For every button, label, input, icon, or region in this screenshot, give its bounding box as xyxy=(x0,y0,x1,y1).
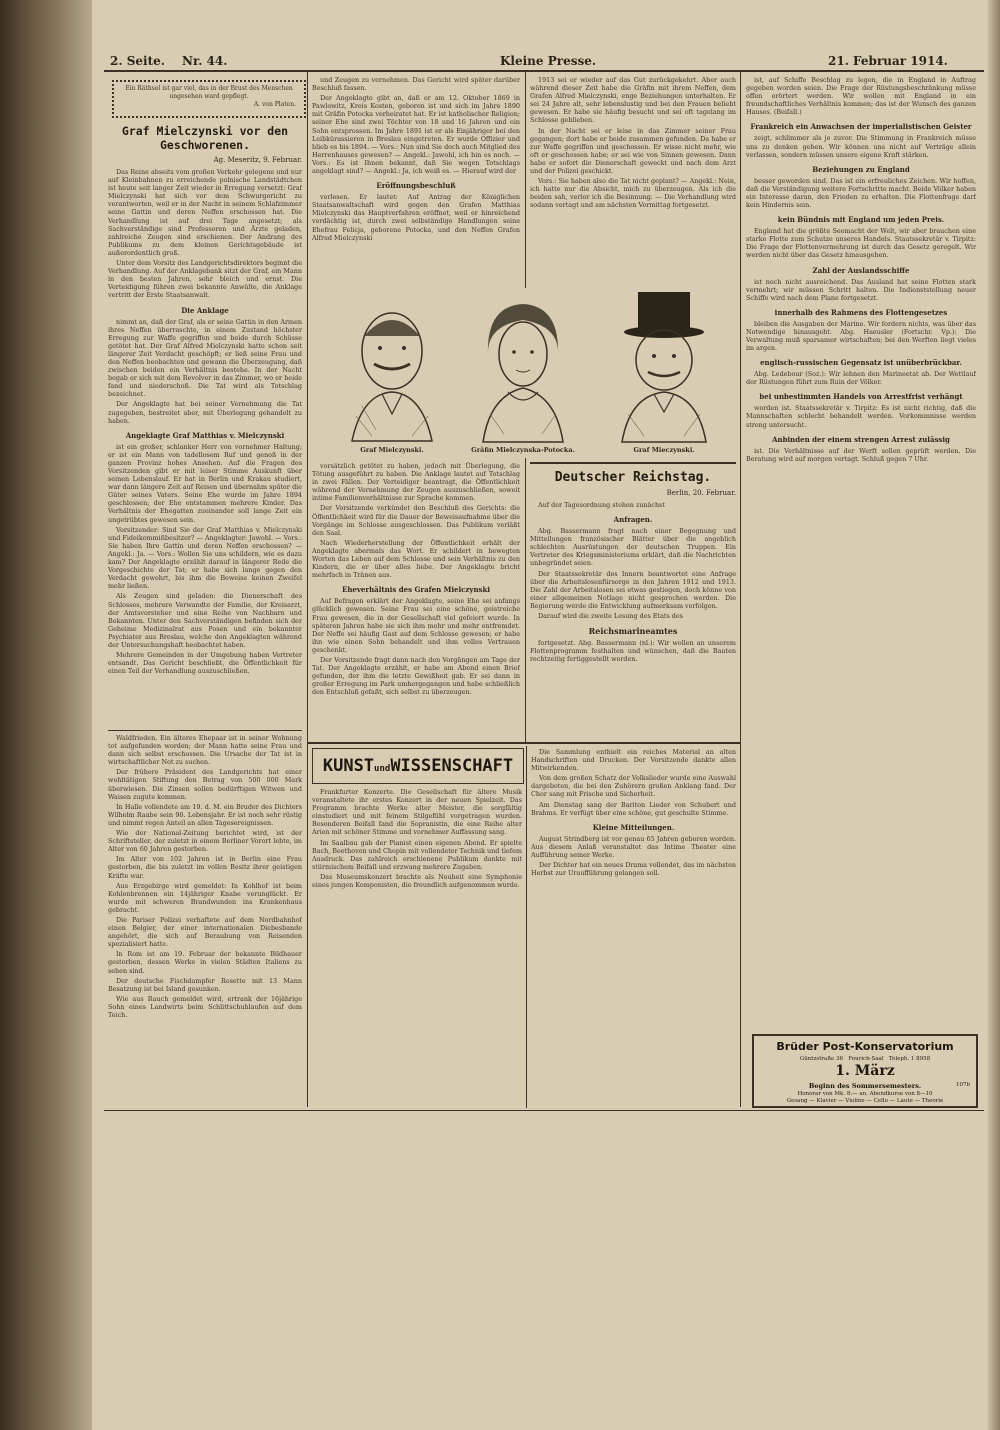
ad-date: 1. März xyxy=(835,1063,895,1079)
news-item: Wie aus Rauch gemeldet wird, ertrank der 16jährige Sohn eines Landwirts beim Schlittschuhlaufen auf dem Teich. xyxy=(108,994,302,1019)
middle-column-3 xyxy=(530,76,736,286)
news-item: Der frühere Präsident des Landgerichts hat einer wohltätigen Stiftung den Betrag von 500 000 Mark überwiesen. Die Zinsen sollen bedürftigen Witwen und Waisen zugute kommen. xyxy=(108,768,302,801)
right-paragraph: ist. Die Verhältnisse auf der Werft sollen geprüft werden. Die Beratung wird auf morgen vertagt. Schluß gegen 7 Uhr. xyxy=(746,446,976,463)
page-edge xyxy=(988,0,1000,1430)
middle-column-2-lower xyxy=(312,462,520,740)
news-item: Waldfrieden. Ein älteres Ehepaar ist in seiner Wohnung tot aufgefunden worden; der Mann hatte seine Frau und dann sich selbst erschossen. Die Ursache der Tat ist in wirtschaftlicher Not zu suchen. xyxy=(108,734,302,767)
middle-paragraph: In der Nacht sei er leise in das Zimmer seiner Frau gegangen; dort habe er beide zusammen gefunden. Da habe er zur Waffe gegriffen und geschossen. Er wisse nicht mehr, wie oft er geschossen habe; er sei wie von Sinnen gewesen. Dann habe er sofort die Dienerschaft geweckt und nach dem Arzt und der Polizei geschickt. xyxy=(530,126,736,176)
kunst-paragraph: Am Dienstag sang der Bariton Lieder von Schubert und Brahms. Er verfügt über eine schöne, gut geschulte Stimme. xyxy=(531,800,736,817)
anfragen-heading: Anfragen. xyxy=(613,515,653,525)
ad-firm: Brüder Post-Konservatorium xyxy=(776,1040,954,1053)
main-paragraph: Mehrere Gemeinden in der Umgebung haben Vertreter entsandt. Das Gericht beschließt, die Öffentlichkeit für einen Teil der Verhandlung auszuschließen. xyxy=(108,651,302,676)
section-heading-anklage: Die Anklage xyxy=(181,305,229,315)
kleine-heading: Kleine Mitteilungen. xyxy=(592,822,675,832)
middle-paragraph: Auf Befragen erklärt der Angeklagte, seine Ehe sei anfangs glücklich gewesen. Seine Frau sei eine schöne, geistreiche Frau gewesen, die in der Gesellschaft viel gefeiert wurde. In späteren Jahren habe sie sich ihm mehr und mehr entfremdet. Der Neffe sei häufig Gast auf dem Schlosse gewesen; er habe ihn wie einen Sohn behandelt und ihm volles Vertrauen geschenkt. xyxy=(312,597,520,654)
kunst-banner xyxy=(312,748,524,784)
middle-paragraph: 1913 sei er wieder auf das Gut zurückgekehrt. Aber auch während dieser Zeit habe die Gräfin mit ihrem Neffen, dem Grafen Alfred Mielczynski, enge Beziehungen unterhalten. Er sei 24 Jahre alt, sehr lebenslustig und bei den Frauen beliebt gewesen. Er habe sie häufig besucht und sei oft tagelang im Schlosse geblieben. xyxy=(530,76,736,125)
reichstag-dateline: Berlin, 20. Februar. xyxy=(666,489,736,497)
kunst-title-mid: und xyxy=(374,764,391,774)
middle-article xyxy=(312,76,520,286)
news-item: Aus Erzgebirge wird gemeldet: In Kohlhof ist beim Kohlenbrennen ein 14jähriger Knabe verunglückt. Er wurde mit schweren Brandwunden ins Krankenhaus gebracht. xyxy=(108,881,302,914)
right-heading: kein Bündnis mit England um jeden Preis. xyxy=(777,215,945,225)
kunst-column-1 xyxy=(312,788,522,1108)
main-paragraph: Vorsitzender: Sind Sie der Graf Matthias v. Mielczynski und Fideikommißbesitzer? — Angeklagter: Jawohl. — Vors.: Sie haben Ihre Gattin und deren Neffen erschossen? — Angekl.: Ja. — Vors.: Wollen Sie uns schildern, wie es dazu kam? Der Angeklagte erzählt darauf in längerer Rede die Vorgeschichte der Tat; er habe sich lange gegen den Verdacht gewehrt, bis ihm die Beweise keinen Zweifel mehr ließen. xyxy=(108,525,302,591)
reichstag-agenda: Auf der Tagesordnung stehen zunächst xyxy=(538,501,665,509)
right-paragraph: ist, auf Schiffe Beschlag zu legen, die in England in Auftrag gegeben worden seien. Die Frage der Rüstungsbeschränkung müsse offen erörtert werden. Wir wollen mit England in ein freundschaftliches Verhältnis kommen; das ist der Wunsch des ganzen Hauses. (Beifall.) xyxy=(746,76,976,117)
kunst-paragraph: Frankfurter Konzerte. Die Gesellschaft für ältere Musik veranstaltete ihr erstes Konzert in der neuen Spielzeit. Das Programm brachte Werke alter Meister, die sorgfältig einstudiert und mit feinem Stilgefühl vorgetragen wurden. Besonderen Beifall fand die Sopranistin, die eine Reihe alter Arien mit schöner Stimme und vornehmer Auffassung sang. xyxy=(312,788,522,837)
right-heading: Anbinden der einem strengen Arrest zulässig xyxy=(772,434,950,444)
right-heading: innerhalb des Rahmens des Flottengesetzes xyxy=(774,307,948,317)
marine-heading: Reichsmarineamtes xyxy=(588,626,678,637)
reichstag-article xyxy=(530,462,736,740)
kunst-title-right: WISSENSCHAFT xyxy=(390,756,514,776)
ad-note: 107b xyxy=(955,1082,970,1088)
right-paragraph: worden ist. Staatssekretär v. Tirpitz: Es ist nicht richtig, daß die Mannschaften schlecht behandelt werden. Vorkommnisse werden streng untersucht. xyxy=(746,404,976,429)
right-heading: englisch-russischen Gegensatz ist unüberbrückbar. xyxy=(760,358,962,368)
news-item: In Rom ist am 19. Februar der bekannte Bildhauer gestorben, dessen Werke in vielen Städten Italiens zu sehen sind. xyxy=(108,950,302,975)
section-heading-ehe: Eheverhältnis des Grafen Mielczynski xyxy=(341,585,490,595)
kleine-paragraph: August Strindberg ist vor genau 65 Jahren geboren worden. Aus diesem Anlaß veranstaltet das Intime Theater eine Aufführung seiner Werke. xyxy=(531,834,736,859)
column-rule-kunst xyxy=(526,746,527,1108)
main-paragraph: Als Zeugen sind geladen: die Dienerschaft des Schlosses, mehrere Verwandte der Familie, der Kreisarzt, der Amtsvorsteher und eine Reihe von Nachbarn und Bekannten. Unter den Sachverständigen befinden sich der Geheime Medizinalrat aus Posen und ein bekannter Psychiater aus Breslau, welche den Angeklagten während der Untersuchungshaft beobachtet haben. xyxy=(108,592,302,649)
news-item: In Halle vollendete am 19. d. M. ein Bruder des Dichters Wilhelm Raabe sein 90. Lebensjahr. Er ist noch sehr rüstig und nimmt regen Anteil an allen Tagesereignissen. xyxy=(108,802,302,827)
middle-paragraph: Der Vorsitzende verkündet den Beschluß des Gerichts: die Öffentlichkeit wird für die Dauer der Beweisaufnahme über die Vorgänge im Schlosse ausgeschlossen. Das Publikum verläßt den Saal. xyxy=(312,504,520,537)
news-item: Der deutsche Fischdampfer Rosette mit 13 Mann Besatzung ist bei Island gesunken. xyxy=(108,976,302,993)
issue-date: 21. Februar 1914. xyxy=(828,54,948,68)
section-heading-angeklagte: Angeklagte Graf Matthias v. Mielczynski xyxy=(125,430,285,440)
middle-paragraph: vorsätzlich getötet zu haben, jedoch mit Überlegung, die Tötung ausgeführt zu haben. Die Anklage lautet auf Totschlag in zwei Fällen. Der Verteidiger beantragt, die Öffentlichkeit während der Vernehmung der Zeugen auszuschließen, soweit intime Familienverhältnisse zur Sprache kommen. xyxy=(312,462,520,503)
divider xyxy=(307,742,741,744)
kunst-paragraph: Die Sammlung enthielt ein reiches Material an alten Handschriften und Drucken. Der Vorsitzende dankte allen Mitwirkenden. xyxy=(531,748,736,773)
main-article-dateline: Ag. Meseritz, 9. Februar. xyxy=(213,156,302,164)
column-rule-3 xyxy=(740,72,741,1107)
ad-address-mid: Fourich-Saal xyxy=(848,1056,884,1062)
kleine-paragraph: Der Dichter hat ein neues Drama vollendet, das im nächsten Herbst zur Uraufführung gelangen soll. xyxy=(531,861,736,878)
reichstag-paragraph: Der Staatssekretär des Innern beantwortet eine Anfrage über die Arbeitslosenfürsorge in den Jahren 1912 und 1913. Die Zahl der Arbeitslosen sei etwas gestiegen, doch könne von einer allgemeinen Notlage nicht gesprochen werden. Die Regierung werde die Entwicklung aufmerksam verfolgen. xyxy=(530,569,736,610)
portrait-caption: Graf Mieczynski. xyxy=(633,446,695,454)
conservatory-ad xyxy=(752,1034,978,1108)
bottom-rule xyxy=(104,1110,984,1111)
issue-number: Nr. 44. xyxy=(182,54,228,68)
kunst-column-2 xyxy=(531,748,736,1108)
middle-paragraph: verlesen. Er lautet: Auf Antrag der Königlichen Staatsanwaltschaft wird gegen den Grafen Matthias Mielczynski das Hauptverfahren eröffnet, weil er hinreichend verdächtig ist, durch zwei selbständige Handlungen seine Ehefrau Felicja, geborene Potocka, und den Neffen Grafen Alfred Mielczynski xyxy=(312,193,520,242)
news-item: Im Alter von 102 Jahren ist in Berlin eine Frau gestorben, die bis zuletzt im vollen Besitz ihrer geistigen Kräfte war. xyxy=(108,855,302,880)
middle-paragraph: Nach Wiederherstellung der Öffentlichkeit erhält der Angeklagte abermals das Wort. Er schildert in bewegten Worten das Leben auf dem Schlosse und sein Verhältnis zu den Kindern, die er über alles liebe. Der Angeklagte bricht mehrfach in Tränen aus. xyxy=(312,538,520,580)
header-rule xyxy=(104,70,984,72)
ad-address-right: Teleph. 1 8958 xyxy=(888,1056,931,1062)
middle-paragraph: und Zeugen zu vernehmen. Das Gericht wird später darüber Beschluß fassen. xyxy=(312,76,520,93)
column-rule-1 xyxy=(307,72,308,1107)
middle-paragraph: Der Vorsitzende fragt dann nach den Vorgängen am Tage der Tat. Der Angeklagte erzählt, er habe am Abend einen Brief gefunden, der ihm die letzte Gewißheit gab. Er sei dann in großer Erregung im Park umhergegangen und habe schließlich den Entschluß gefaßt, sich selbst zu überzeugen. xyxy=(312,655,520,697)
kunst-paragraph: Im Saalbau gab der Pianist einen eigenen Abend. Er spielte Bach, Beethoven und Chopin mit vollendeter Technik und tiefem Ausdruck. Das zahlreich erschienene Publikum dankte mit stürmischem Beifall und erzwang mehrere Zugaben. xyxy=(312,838,522,871)
kunst-paragraph: Das Museumskonzert brachte als Neuheit eine Symphonie eines jungen Komponisten, die freundlich aufgenommen wurde. xyxy=(312,872,522,890)
ad-address xyxy=(754,1056,976,1062)
ad-subjects: Gesang — Klavier — Violine — Cello — Laute — Theorie xyxy=(786,1098,944,1104)
news-item: Die Pariser Polizei verhaftete auf dem Nordbahnhof einen Belgier, der einer internationalen Diebesbande angehört, die sich auf Beraubung von Reisenden spezialisiert hatte. xyxy=(108,915,302,949)
portraits-band xyxy=(310,288,738,458)
epigraph-author: A. von Platen. xyxy=(253,101,296,108)
middle-paragraph: Der Angeklagte gibt an, daß er am 12. Oktober 1869 in Pawlowitz, Kreis Kosten, geboren ist und sich im Jahre 1890 mit Gräfin Potocka verheiratet hat. Er ist katholischer Religion; seiner Ehe sind zwei Töchter von 18 und 16 Jahren und ein Sohn entsprossen. Im Jahre 1891 ist er als Einjähriger bei den Leibkürassieren in Breslau eingetreten. Er wurde Offizier und blieb es bis 1894. — Vors.: Nun sind Sie doch auch Mitglied des Herrenhauses gewesen? — Angekl.: Jawohl, ich bin es noch. — Vors.: Es ist Ihnen bekannt, daß Sie wegen Totschlags angeklagt sind? — Angekl.: Ja, ich weiß es. — Hierauf wird der xyxy=(312,94,520,176)
ad-address-left: Güntzstraße 36 xyxy=(799,1056,844,1062)
news-item: Wie der National-Zeitung berichtet wird, ist der Schriftsteller, der zuletzt in einem Berliner Vorort lebte, im Alter von 60 Jahren gestorben. xyxy=(108,829,302,854)
reichstag-paragraph: Abg. Bassermann fragt nach einer Begegnung und Mitteilungen französischer Blätter über die angeblich schlechten Ausrüstungen der deutschen Truppen. Ein Vertreter des Kriegsministeriums erklärt, daß die Nachrichten unbegründet seien. xyxy=(530,527,736,568)
reichstag-title: Deutscher Reichstag. xyxy=(554,470,712,485)
right-heading: bei unbestimmten Handels von Arrestfrist verhängt xyxy=(759,392,963,402)
main-article xyxy=(108,118,302,728)
main-paragraph: Das Reine abseits vom großen Verkehr gelegene und nur auf Kleinbahnen zu erreichende polnische Landstädtchen ist heute seit langer Zeit wieder in Erregung versetzt: Graf Mielczynski hat sich vor dem Schwurgericht zu verantworten, weil er in der Nacht in seinem Schlafzimmer seine Gattin und deren Neffen erschossen hat. Die Verhandlung ist auf drei Tage angesetzt; als Sachverständige sind Professoren und Ärzte geladen, zahlreiche Zeugen sind erschienen. Der Andrang des Publikums zu dem kleinen Gerichtsgebäude ist außerordentlich groß. xyxy=(108,168,302,257)
main-article-title: Graf Mielczynski vor den Geschworenen. xyxy=(121,124,289,152)
main-article-continued xyxy=(108,730,302,1110)
divider xyxy=(108,730,302,731)
marine-intro: Darauf wird die zweite Lesung des Etats des xyxy=(538,612,683,621)
right-column xyxy=(746,76,976,1106)
portrait-man-top-hat-icon xyxy=(602,288,726,444)
main-paragraph: ist ein großer, schlanker Herr von vornehmer Haltung; er ist ein Mann von tadellosem Ruf und genoß in der ganzen Provinz hohes Ansehen. Auf die Fragen des Vorsitzenden gibt er mit leiser Stimme Auskunft über seinen Lebenslauf. Er hat in Berlin und Krakau studiert, war dann längere Zeit auf Reisen und übernahm später die Güter seines Vaters. Seine Ehe wurde im Jahre 1894 geschlossen; der Ehe entstammen mehrere Kinder. Das Verhältnis der Ehegatten zueinander soll lange Zeit ein ungetrübtes gewesen sein. xyxy=(108,442,302,524)
marine-text: fortgesetzt. Abg. Bassermann (nl.): Wir wollen an unserem Flottenprogramm festhalten und wünschen, daß die Bauten rechtzeitig fertiggestellt werden. xyxy=(530,639,736,664)
book-binding xyxy=(0,0,92,1430)
portrait-man-mustache-icon xyxy=(332,296,452,444)
ad-tagline: Beginn des Sommersemesters. xyxy=(808,1082,922,1090)
paper-name: Kleine Presse. xyxy=(500,54,597,68)
right-heading: Beziehungen zu England xyxy=(812,164,910,174)
main-paragraph: Unter dem Vorsitz des Landgerichtsdirektors beginnt die Verhandlung. Auf der Anklagebank sitzt der Graf, ein Mann in den besten Jahren, sehr bleich und ernst. Die Verteidigung führen zwei bekannte Anwälte, die Anklage vertritt der Erste Staatsanwalt. xyxy=(108,259,302,300)
page-label: 2. Seite. xyxy=(110,54,165,68)
divider xyxy=(530,462,736,464)
kunst-paragraph: Von dem großen Schatz der Volkslieder wurde eine Auswahl dargeboten, die bei den Zuhörern großen Anklang fand. Der Chor sang mit Frische und Sicherheit. xyxy=(531,774,736,799)
ad-fees: Honorar von Mk. 8.— an. Abendkurse von 8—10 xyxy=(797,1091,933,1097)
kunst-title-left: KUNST xyxy=(322,756,375,776)
right-paragraph: bleiben die Ausgaben der Marine. Wir fordern nichts, was über das Notwendige hinausgeht. Abg. Haeusler (Fortschr. Vp.): Die Verwaltung muß sparsamer wirtschaften; bei den Werften liegt vieles im argen. xyxy=(746,319,976,353)
right-paragraph: England hat die größte Seemacht der Welt, wir aber brauchen eine starke Flotte zum Schutze unseres Handels. Staatssekretär v. Tirpitz: Die Frage der Flottenvermehrung ist durch das Gesetz geregelt. Wir werden nicht über das Gesetz hinausgehen. xyxy=(746,227,976,260)
right-paragraph: ist noch nicht ausreichend. Das Ausland hat seine Flotten stark vermehrt; wir müssen Schritt halten. Die Indienststellung neuer Schiffe wird nach dem Plane fortgesetzt. xyxy=(746,277,976,302)
epigraph-box xyxy=(112,80,306,118)
right-heading: Frankreich ein Anwachsen der imperialistischen Geister xyxy=(750,122,972,132)
right-paragraph: Abg. Ledebour (Soz.): Wir lehnen den Marineetat ab. Der Wettlauf der Rüstungen führt zum Ruin der Völker. xyxy=(746,370,976,387)
portrait-woman-icon xyxy=(468,296,578,444)
main-paragraph: nimmt an, daß der Graf, als er seine Gattin in den Armen ihres Neffen überraschte, in einem Zustand höchster Erregung zur Waffe gegriffen und beide durch Schüsse getötet hat. Der Graf Alfred Mielczynski hatte schon seit längerer Zeit Verdacht geschöpft; er ließ seine Frau und den Neffen beobachten und gewann die Überzeugung, daß zwischen beiden ein Verhältnis bestehe. In der Nacht begab er sich mit dem Revolver in das Zimmer, wo er beide fand und niederschoß. Die Tat wird als Totschlag bezeichnet. xyxy=(108,317,302,399)
middle-paragraph: Vors.: Sie haben also die Tat nicht geplant? — Angekl.: Nein, ich hatte nur die Absicht, mich zu überzeugen. Als ich die beiden sah, verlor ich die Besinnung. — Die Verhandlung wird sodann vertagt und am nächsten Vormittag fortgesetzt. xyxy=(530,177,736,210)
right-paragraph: zeigt, schlimmer als je zuvor. Die Stimmung in Frankreich müsse uns zu denken geben. Wir können uns nicht auf Verträge allein verlassen, sondern müssen unsere eigene Kraft stärken. xyxy=(746,134,976,159)
portrait-caption: Gräfin Mielczynska-Potocka. xyxy=(471,446,575,454)
main-paragraph: Der Angeklagte hat bei seiner Vernehmung die Tat zugegeben, bestreitet aber, mit Überlegung gehandelt zu haben. xyxy=(108,400,302,425)
section-heading-eroeffnung: Eröffnungsbeschluß xyxy=(376,181,456,191)
epigraph-quote: Ein Räthsel ist gar viel, das in der Brust des Menschen ungesehen ward gepflegt. xyxy=(125,85,293,100)
portrait-caption: Graf Mielczynski. xyxy=(360,446,424,454)
right-paragraph: besser geworden sind. Das ist ein erfreuliches Zeichen. Wir hoffen, daß die Verständigung weitere Fortschritte macht. Beide Völker haben ein Interesse daran, den Frieden zu erhalten. Die Flottenfrage darf kein Hindernis sein. xyxy=(746,176,976,210)
right-heading: Zahl der Auslandsschiffe xyxy=(812,265,910,275)
